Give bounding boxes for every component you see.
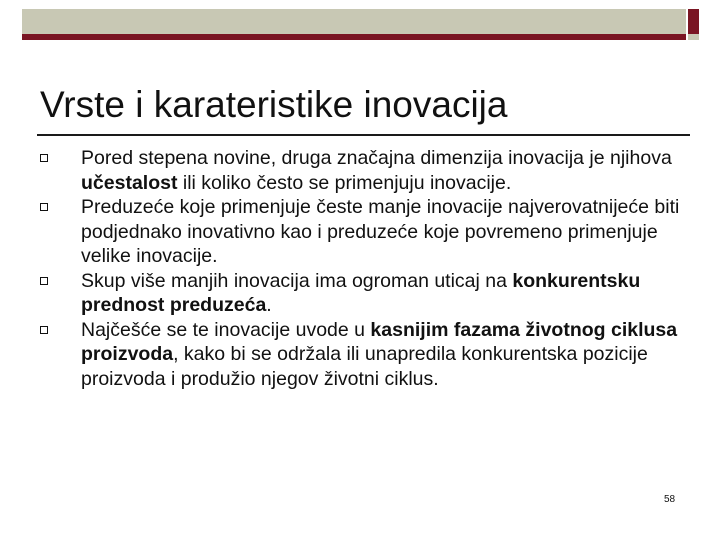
bullet-square-icon bbox=[40, 277, 48, 285]
bullet-text-bold: učestalost bbox=[81, 171, 178, 194]
bullet-square-icon bbox=[40, 203, 48, 211]
bullet-text-bold: kasnijim fazama životnog ciklusa proizvoda bbox=[81, 318, 678, 365]
bullet-text: Najčešće se te inovacije uvode u bbox=[81, 318, 371, 341]
bullet-text: Skup više manjih inovacija ima ogroman uticaj na bbox=[81, 269, 513, 292]
bullet-text: ili koliko često se primenjuju inovacije. bbox=[177, 171, 512, 194]
title-underline bbox=[37, 134, 690, 136]
bullet-item bbox=[40, 269, 680, 318]
bullet-square-icon bbox=[40, 154, 48, 162]
bullet-item bbox=[40, 195, 680, 269]
bullet-item bbox=[40, 146, 680, 195]
bullet-text: Pored stepena novine, druga značajna dimenzija inovacija je njihova bbox=[81, 147, 672, 169]
header-decoration-line bbox=[22, 34, 686, 40]
header-corner-square bbox=[688, 9, 699, 34]
header-corner-square-lower bbox=[688, 34, 699, 40]
bullet-text: . bbox=[266, 294, 272, 316]
page-number: 58 bbox=[664, 494, 676, 505]
slide-title: Vrste i karateristike inovacija bbox=[40, 84, 508, 125]
bullet-list bbox=[40, 146, 680, 391]
bullet-text-bold: konkurentsku prednost preduzeća bbox=[81, 269, 641, 316]
bullet-item bbox=[40, 318, 680, 392]
bullet-text: Preduzeće koje primenjuje česte manje inovacije najverovatnijeće biti podjednako inovativno kao i preduzeće koje povremeno primenjuje velike inovacije. bbox=[81, 196, 680, 267]
bullet-square-icon bbox=[40, 326, 48, 334]
header-decoration-band bbox=[22, 9, 686, 34]
bullet-text: , kako bi se održala ili unapredila konkurentska pozicije proizvoda i produžio njegov životni ciklus. bbox=[81, 343, 648, 390]
